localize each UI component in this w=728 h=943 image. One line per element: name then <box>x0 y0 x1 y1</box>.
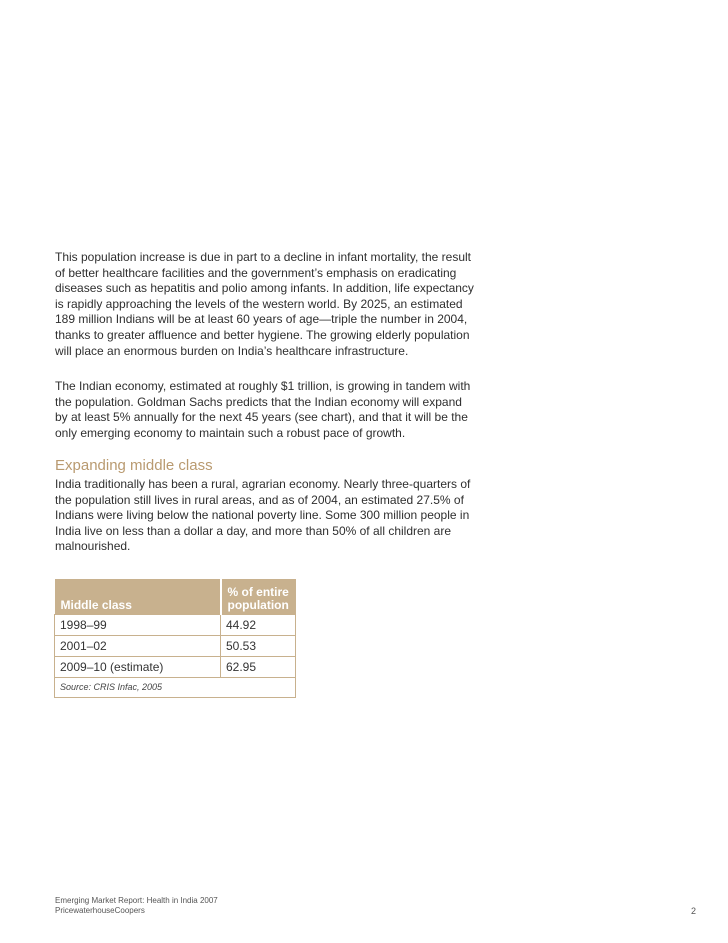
body-paragraph: This population increase is due in part to a decline in infant mortality, the result of better healthcare facilities and the government’s emphasis on eradicating diseases such as hepatitis and polio among infants. In addition, life expectancy is rapidly approaching the levels of the western world. By 2025, an estimated 189 million Indians will be at least 60 years of age—triple the number in 2004, thanks to greater affluence and better hygiene. The growing elderly population will place an enormous burden on India’s healthcare infrastructure. <box>55 250 474 358</box>
section-heading: Expanding middle class <box>55 457 213 474</box>
table-cell-period: 2001–02 <box>55 635 221 656</box>
table-cell-period: 2009–10 (estimate) <box>55 656 221 677</box>
table-row <box>55 656 296 677</box>
page-number: 2 <box>690 906 696 916</box>
table-source-row <box>55 677 296 697</box>
footer-report-title: Emerging Market Report: Health in India 2007 <box>55 896 218 905</box>
table-cell-value: 44.92 <box>221 614 296 635</box>
table-row <box>55 614 296 635</box>
body-paragraph: India traditionally has been a rural, agrarian economy. Nearly three-quarters of the population still lives in rural areas, and as of 2004, an estimated 27.5% of Indians were living below the national poverty line. Some 300 million people in India live on less than a dollar a day, and more than 50% of all children are malnourished. <box>55 477 471 554</box>
table-header-middle-class: Middle class <box>55 579 221 614</box>
body-paragraph: The Indian economy, estimated at roughly $1 trillion, is growing in tandem with the population. Goldman Sachs predicts that the Indian economy will expand by at least 5% annually for the next 45 years (see chart), and that it will be the only emerging economy to maintain such a robust pace of growth. <box>55 379 471 440</box>
footer-company: PricewaterhouseCoopers <box>55 906 145 915</box>
middle-class-table <box>54 579 296 698</box>
table-header-row <box>55 579 296 614</box>
table-cell-period: 1998–99 <box>55 614 221 635</box>
table-row <box>55 635 296 656</box>
table-source-note: Source: CRIS Infac, 2005 <box>55 677 296 697</box>
table-cell-value: 62.95 <box>221 656 296 677</box>
table-cell-value: 50.53 <box>221 635 296 656</box>
table-header-population-share: % of entire population <box>221 579 296 614</box>
